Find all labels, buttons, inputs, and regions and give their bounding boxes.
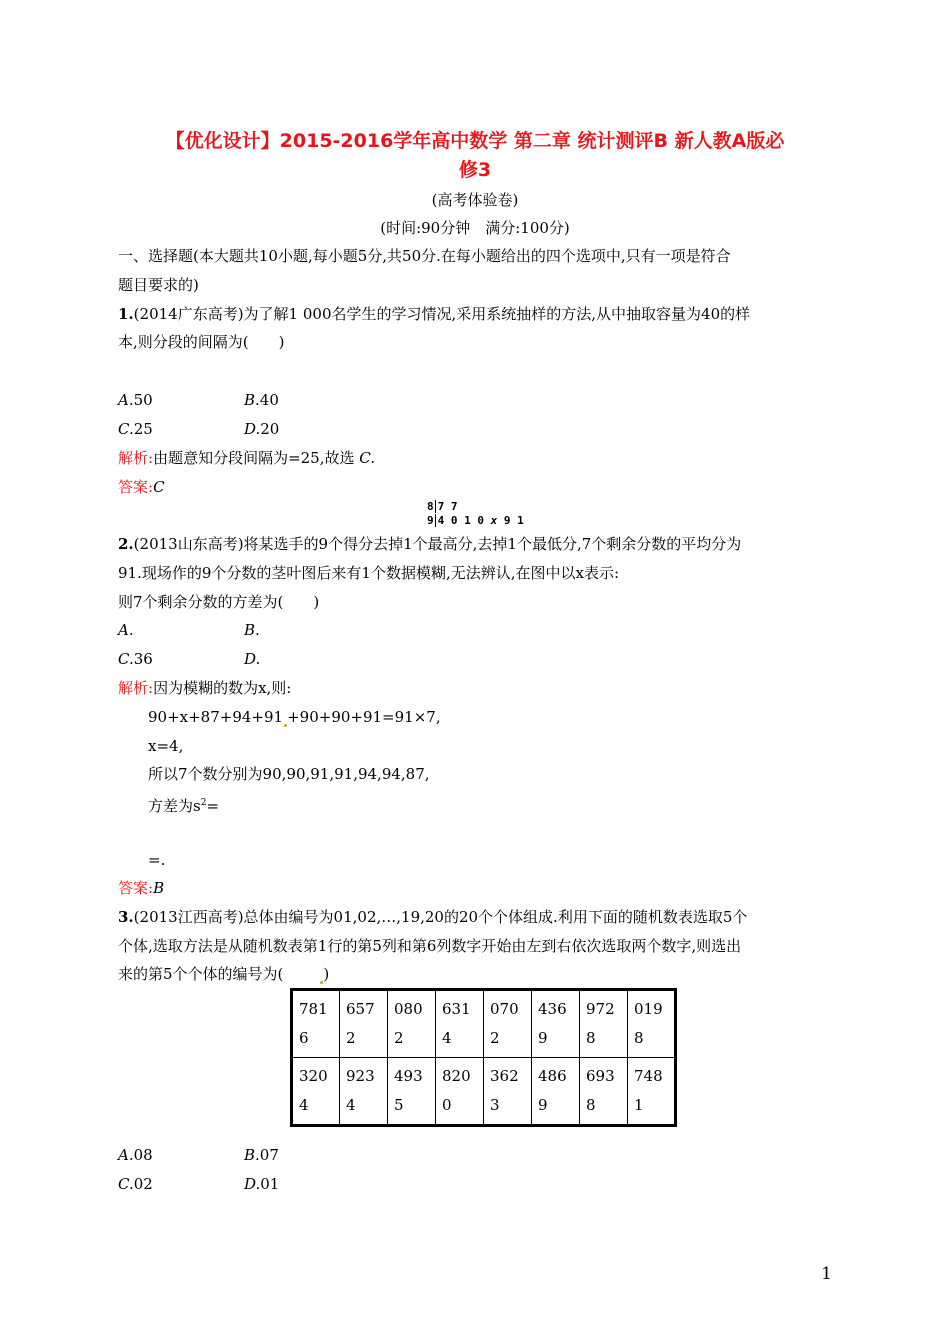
table-cell: 0802 xyxy=(388,990,436,1058)
table-cell: 3623 xyxy=(484,1058,532,1126)
question-2-number: 2. xyxy=(118,535,134,553)
section-heading-line2: 题目要求的) xyxy=(118,276,199,294)
table-cell: 0702 xyxy=(484,990,532,1058)
q2-answer: 答案:B xyxy=(118,879,165,897)
question-1-line2: 本,则分段的间隔为( ) xyxy=(118,333,285,351)
stem-leaf-row-8: 8 7 7 xyxy=(427,500,458,513)
q2-option-c: C.36 xyxy=(118,650,153,668)
analysis-label: 解析: xyxy=(118,679,154,697)
table-cell: 4369 xyxy=(532,990,580,1058)
table-cell: 8200 xyxy=(436,1058,484,1126)
table-cell: 0198 xyxy=(628,990,676,1058)
time-score-info: (时间:90分钟 满分:100分) xyxy=(380,219,570,237)
q1-answer: 答案:C xyxy=(118,478,165,496)
table-cell: 3204 xyxy=(292,1058,340,1126)
random-number-table xyxy=(290,988,677,1127)
q1-option-b: B.40 xyxy=(244,391,279,409)
q1-option-d: D.20 xyxy=(244,420,280,438)
q2-option-b: B. xyxy=(244,621,260,639)
analysis-label: 解析: xyxy=(118,449,154,467)
q1-option-a: A.50 xyxy=(118,391,153,409)
table-row xyxy=(292,1058,676,1126)
q1-analysis: 解析:由题意知分段间隔为=25,故选 C. xyxy=(118,449,375,467)
question-1-text: (2014广东高考)为了解1 000名学生的学习情况,采用系统抽样的方法,从中抽取容量为40的样 xyxy=(133,305,751,323)
question-3-line1: 3.(2013江西高考)总体由编号为01,02,…,19,20的20个个体组成.利用下面的随机数表选取5个 xyxy=(118,908,748,926)
stem-leaf-plot xyxy=(427,500,524,528)
table-cell: 9728 xyxy=(580,990,628,1058)
section-heading-line1: 一、选择题(本大题共10小题,每小题5分,共50分.在每小题给出的四个选项中,只有一项是符合 xyxy=(118,247,731,265)
question-2-line1: 2.(2013山东高考)将某选手的9个得分去掉1个最高分,去掉1个最低分,7个剩余分数的平均分为 xyxy=(118,535,742,553)
document-title-line2: 修3 xyxy=(458,159,492,181)
q3-option-d: D.01 xyxy=(244,1175,280,1193)
answer-label: 答案: xyxy=(118,478,154,496)
q3-option-c: C.02 xyxy=(118,1175,153,1193)
q1-option-c: C.25 xyxy=(118,420,153,438)
document-title-line1: 【优化设计】2015-2016学年高中数学 第二章 统计测评B 新人教A版必 xyxy=(165,130,785,152)
question-3-line2: 个体,选取方法是从随机数表第1行的第5列和第6列数字开始由左到右依次选取两个数字,则选出 xyxy=(118,937,742,955)
table-cell: 4869 xyxy=(532,1058,580,1126)
q2-work-line2: x=4, xyxy=(148,737,184,755)
question-3-line3: 来的第5个个体的编号为( ) xyxy=(118,965,330,983)
table-cell: 6938 xyxy=(580,1058,628,1126)
page-number: 1 xyxy=(821,1264,832,1284)
q2-option-d: D. xyxy=(244,650,261,668)
q3-option-b: B.07 xyxy=(244,1146,279,1164)
question-2-line2: 91.现场作的9个分数的茎叶图后来有1个数据模糊,无法辨认,在图中以x表示: xyxy=(118,564,619,582)
table-cell: 9234 xyxy=(340,1058,388,1126)
question-3-number: 3. xyxy=(118,908,134,926)
question-1-line1 xyxy=(118,304,750,324)
question-2-line3: 则7个剩余分数的方差为( ) xyxy=(118,593,320,611)
table-cell: 7816 xyxy=(292,990,340,1058)
table-row xyxy=(292,990,676,1058)
answer-label: 答案: xyxy=(118,879,154,897)
q3-option-a: A.08 xyxy=(118,1146,153,1164)
table-cell: 7481 xyxy=(628,1058,676,1126)
q2-work-line4: 方差为$s^2=$ xyxy=(148,797,220,815)
exam-subtitle: (高考体验卷) xyxy=(431,191,519,209)
question-1-number: 1. xyxy=(118,305,134,323)
table-cell: 4935 xyxy=(388,1058,436,1126)
table-cell: 6314 xyxy=(436,990,484,1058)
q2-work-line1: 90+x+87+94+91 +90+90+91=91×7, xyxy=(148,708,441,726)
q2-work-line5: =. xyxy=(148,851,166,869)
q2-option-a: A. xyxy=(118,621,134,639)
q2-work-line3: 所以7个数分别为90,90,91,91,94,94,87, xyxy=(148,765,430,783)
stem-leaf-row-9: 9 4 0 1 0 x 9 1 xyxy=(427,514,524,527)
table-cell: 6572 xyxy=(340,990,388,1058)
q2-analysis: 解析:因为模糊的数为x,则: xyxy=(118,679,292,697)
